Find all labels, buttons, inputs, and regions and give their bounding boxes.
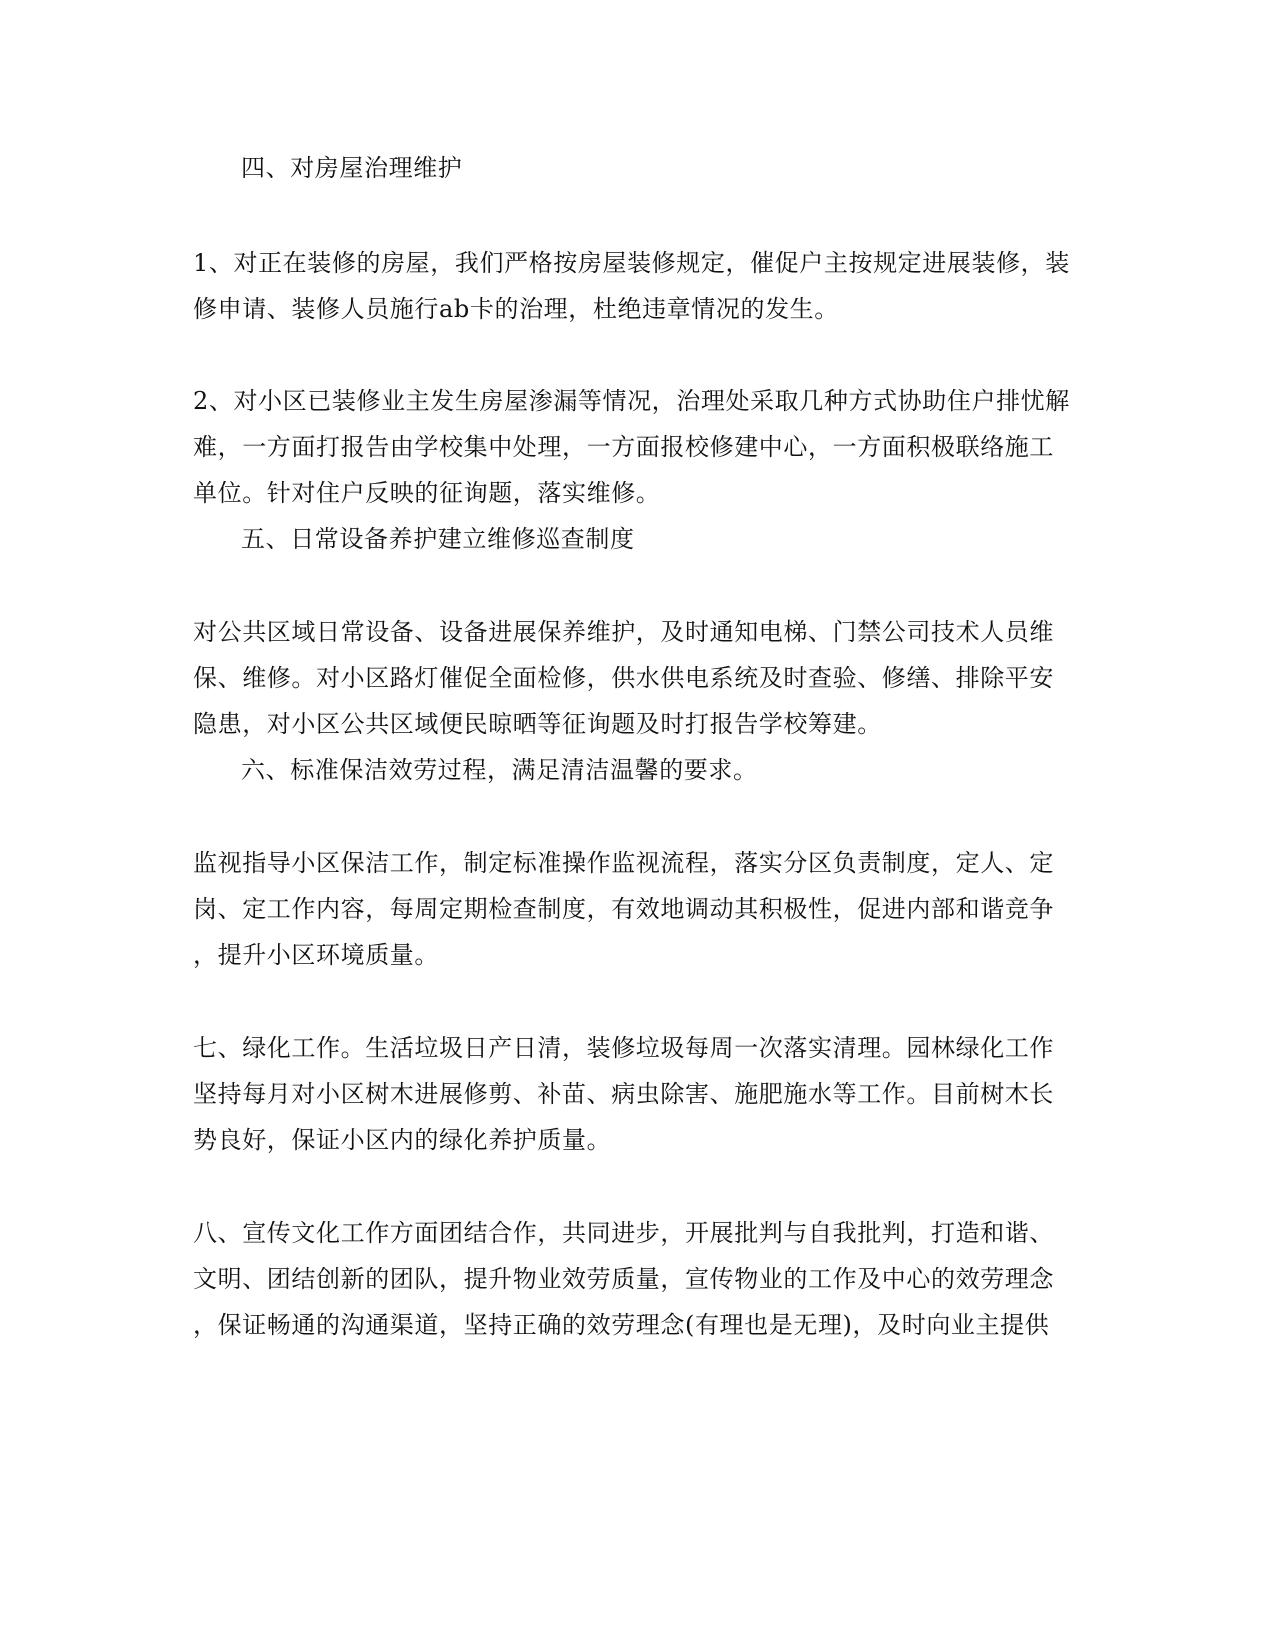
paragraph-line: 1、对正在装修的房屋，我们严格按房屋装修规定，催促户主按规定进展装修，装 — [193, 249, 1070, 277]
paragraph-line: 八、宣传文化工作方面团结合作，共同进步，开展批判与自我批判，打造和谐、 — [193, 1219, 1054, 1247]
paragraph-line: 监视指导小区保洁工作，制定标准操作监视流程，落实分区负责制度，定人、定 — [193, 849, 1054, 877]
paragraph-line: 文明、团结创新的团队，提升物业效劳质量，宣传物业的工作及中心的效劳理念 — [193, 1265, 1054, 1293]
paragraph-line: 难，一方面打报告由学校集中处理，一方面报校修建中心，一方面积极联络施工 — [193, 433, 1054, 461]
paragraph-line: 2、对小区已装修业主发生房屋渗漏等情况，治理处采取几种方式协助住户排忧解 — [193, 387, 1070, 415]
paragraph-line: 单位。针对住户反映的征询题，落实维修。 — [193, 479, 661, 507]
paragraph-line: ，保证畅通的沟通渠道，坚持正确的效劳理念(有理也是无理)，及时向业主提供 — [193, 1311, 1050, 1339]
paragraph-line: ，提升小区环境质量。 — [193, 941, 439, 969]
paragraph-line: 修申请、装修人员施行ab卡的治理，杜绝违章情况的发生。 — [193, 295, 839, 323]
section-heading-6: 六、标准保洁效劳过程，满足清洁温馨的要求。 — [241, 756, 758, 784]
section-heading-5: 五、日常设备养护建立维修巡查制度 — [241, 525, 635, 553]
section-heading-4: 四、对房屋治理维护 — [241, 154, 463, 182]
paragraph-line: 坚持每月对小区树木进展修剪、补苗、病虫除害、施肥施水等工作。目前树木长 — [193, 1080, 1054, 1108]
paragraph-line: 对公共区域日常设备、设备进展保养维护，及时通知电梯、门禁公司技术人员维 — [193, 618, 1054, 646]
paragraph-line: 七、绿化工作。生活垃圾日产日清，装修垃圾每周一次落实清理。园林绿化工作 — [193, 1034, 1054, 1062]
paragraph-line: 隐患，对小区公共区域便民晾晒等征询题及时打报告学校筹建。 — [193, 710, 882, 738]
paragraph-line: 岗、定工作内容，每周定期检查制度，有效地调动其积极性，促进内部和谐竞争 — [193, 895, 1054, 923]
paragraph-line: 保、维修。对小区路灯催促全面检修，供水供电系统及时查验、修缮、排除平安 — [193, 664, 1054, 692]
paragraph-line: 势良好，保证小区内的绿化养护质量。 — [193, 1126, 612, 1154]
